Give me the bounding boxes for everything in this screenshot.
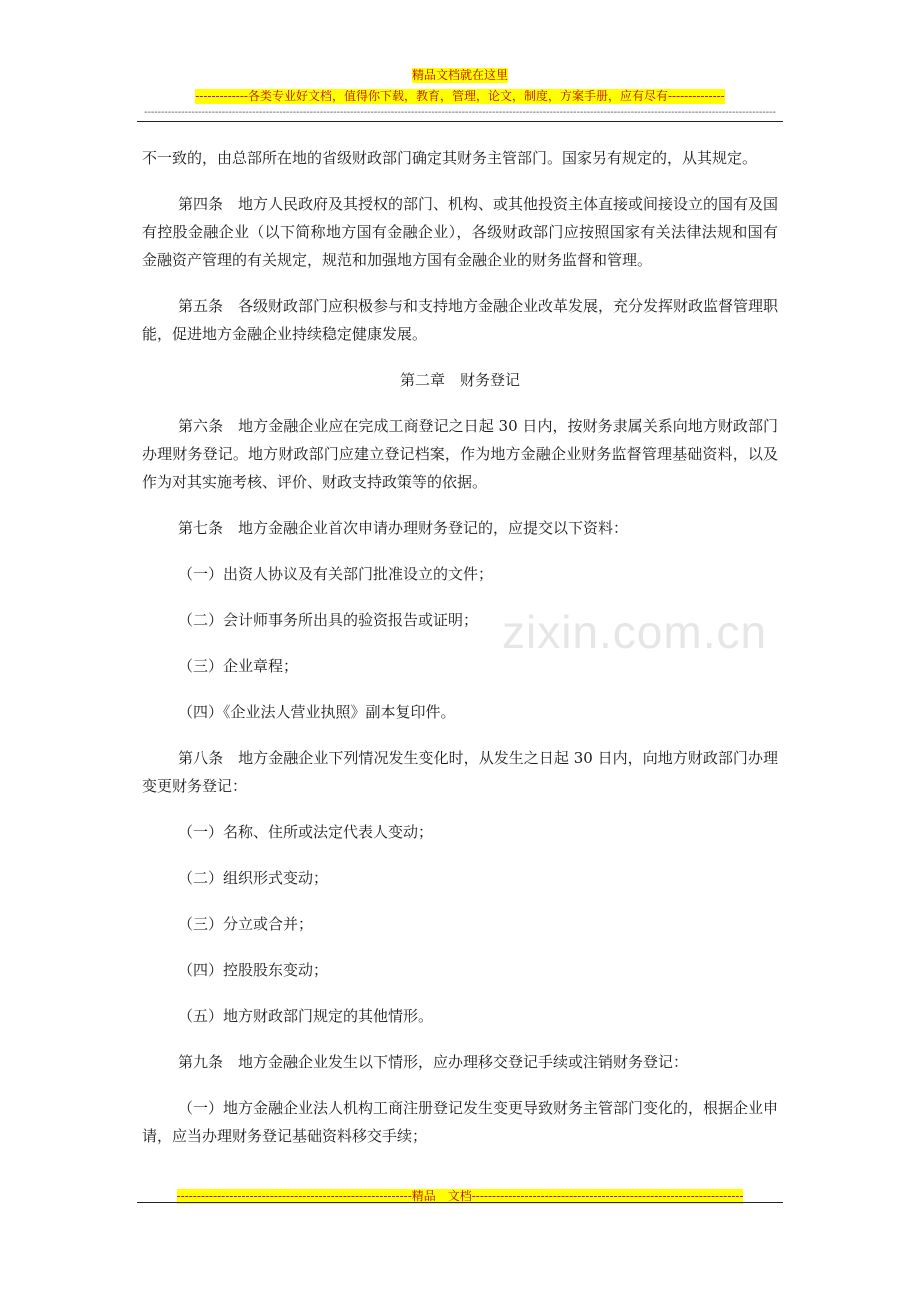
list-item: （一）名称、住所或法定代表人变动； <box>178 823 434 841</box>
header-tagline: -------------各类专业好文档，值得你下载，教育，管理，论文，制度，方案手册，应有尽有-------------- <box>195 89 725 103</box>
list-item: （五）地方财政部门规定的其他情形。 <box>178 1007 434 1025</box>
list-item: （二）组织形式变动； <box>178 869 329 887</box>
list-item: （一）出资人协议及有关部门批准设立的文件； <box>178 565 494 583</box>
header-dash-line: ------------------------------------------------------------------------------------------------------------------------------------------------------------------------------------------- <box>144 107 776 118</box>
list-item: （三）分立或合并； <box>178 915 314 933</box>
article-4: 第四条 地方人民政府及其授权的部门、机构、或其他投资主体直接或间接设立的国有及国有控股金融企业（以下简称地方国有金融企业），各级财政部门应按照国家有关法律法规和国有金融资产管理的有关规定，规范和加强地方国有金融企业的财务监督和管理。 <box>142 195 779 269</box>
article-5: 第五条 各级财政部门应积极参与和支持地方金融企业改革发展，充分发挥财政监督管理职能，促进地方金融企业持续稳定健康发展。 <box>142 297 779 343</box>
header-rule <box>137 121 783 122</box>
list-item: （一）地方金融企业法人机构工商注册登记发生变更导致财务主管部门变化的，根据企业申请，应当办理财务登记基础资料移交手续； <box>142 1099 779 1145</box>
article-9: 第九条 地方金融企业发生以下情形，应办理移交登记手续或注销财务登记： <box>178 1053 689 1071</box>
page-header <box>137 64 783 119</box>
list-item: （三）企业章程； <box>178 657 299 675</box>
article-6: 第六条 地方金融企业应在完成工商登记之日起 30 日内，按财务隶属关系向地方财政部门办理财务登记。地方财政部门应建立登记档案，作为地方金融企业财务监督管理基础资料，以及作为对其实施考核、评价、财政支持政策等的依据。 <box>142 417 778 491</box>
paragraph: 不一致的，由总部所在地的省级财政部门确定其财务主管部门。国家另有规定的，从其规定。 <box>142 149 758 167</box>
document-body <box>142 144 778 1168</box>
watermark: zixin.com.cn <box>502 606 768 658</box>
footer-text: ----------------------------------------------------------精品 文档------------------------------------------------------------------- <box>176 1189 744 1203</box>
footer-rule <box>137 1202 783 1203</box>
header-title: 精品文档就在这里 <box>411 68 508 82</box>
list-item: （二）会计师事务所出具的验资报告或证明； <box>178 611 479 629</box>
list-item: （四）控股股东变动； <box>178 961 329 979</box>
chapter-heading: 第二章 财务登记 <box>399 371 520 389</box>
article-8: 第八条 地方金融企业下列情况发生变化时，从发生之日起 30 日内，向地方财政部门办理变更财务登记： <box>142 749 778 795</box>
article-7: 第七条 地方金融企业首次申请办理财务登记的，应提交以下资料： <box>178 519 629 537</box>
list-item: （四）《企业法人营业执照》副本复印件。 <box>178 703 456 721</box>
